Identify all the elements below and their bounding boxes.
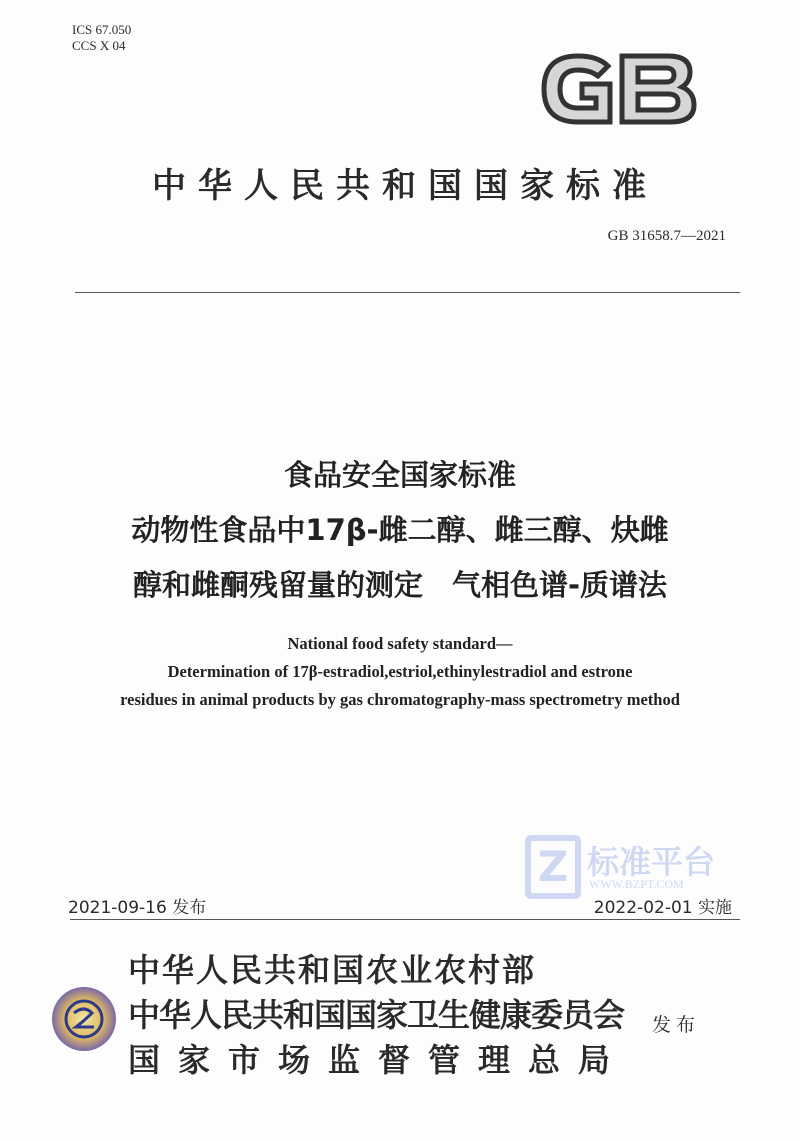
issuing-authority-emblem-icon xyxy=(50,985,118,1053)
divider xyxy=(70,919,740,920)
publisher: 国家市场监督管理总局 xyxy=(128,1042,629,1078)
chinese-title-line: 食品安全国家标准 xyxy=(283,458,516,492)
publishers xyxy=(128,948,628,1083)
chinese-title-line: 动物性食品中17β-雌二醇、雌三醇、炔雌 xyxy=(131,513,669,547)
english-title-line: National food safety standard— xyxy=(287,634,513,653)
standard-number: GB 31658.7—2021 xyxy=(607,228,726,244)
publish-label: 发布 xyxy=(652,1015,701,1036)
publisher: 中华人民共和国农业农村部 xyxy=(128,952,537,988)
chinese-title xyxy=(20,448,780,613)
english-title-line: residues in animal products by gas chromatography-mass spectrometry method xyxy=(120,690,680,709)
main-title: 中华人民共和国国家标准 xyxy=(152,166,658,206)
classification-codes xyxy=(72,22,131,54)
publisher: 中华人民共和国国家卫生健康委员会 xyxy=(128,997,625,1033)
english-title-line: Determination of 17β-estradiol,estriol,ethinylestradiol and estrone xyxy=(167,662,633,681)
watermark-name: 标准平台 xyxy=(587,844,716,880)
ics-code: ICS 67.050 xyxy=(72,22,132,37)
ccs-code: CCS X 04 xyxy=(72,38,126,53)
watermark-logo-icon: Z xyxy=(525,835,581,899)
english-title xyxy=(20,630,780,714)
gb-logo xyxy=(538,52,698,126)
divider xyxy=(75,292,740,293)
implementation-date: 2022-02-01 实施 xyxy=(593,898,732,918)
chinese-title-line: 醇和雌酮残留量的测定 气相色谱-质谱法 xyxy=(132,568,668,602)
watermark-url: WWW.BZPT.COM xyxy=(589,877,684,891)
issue-date: 2021-09-16 发布 xyxy=(68,898,207,918)
